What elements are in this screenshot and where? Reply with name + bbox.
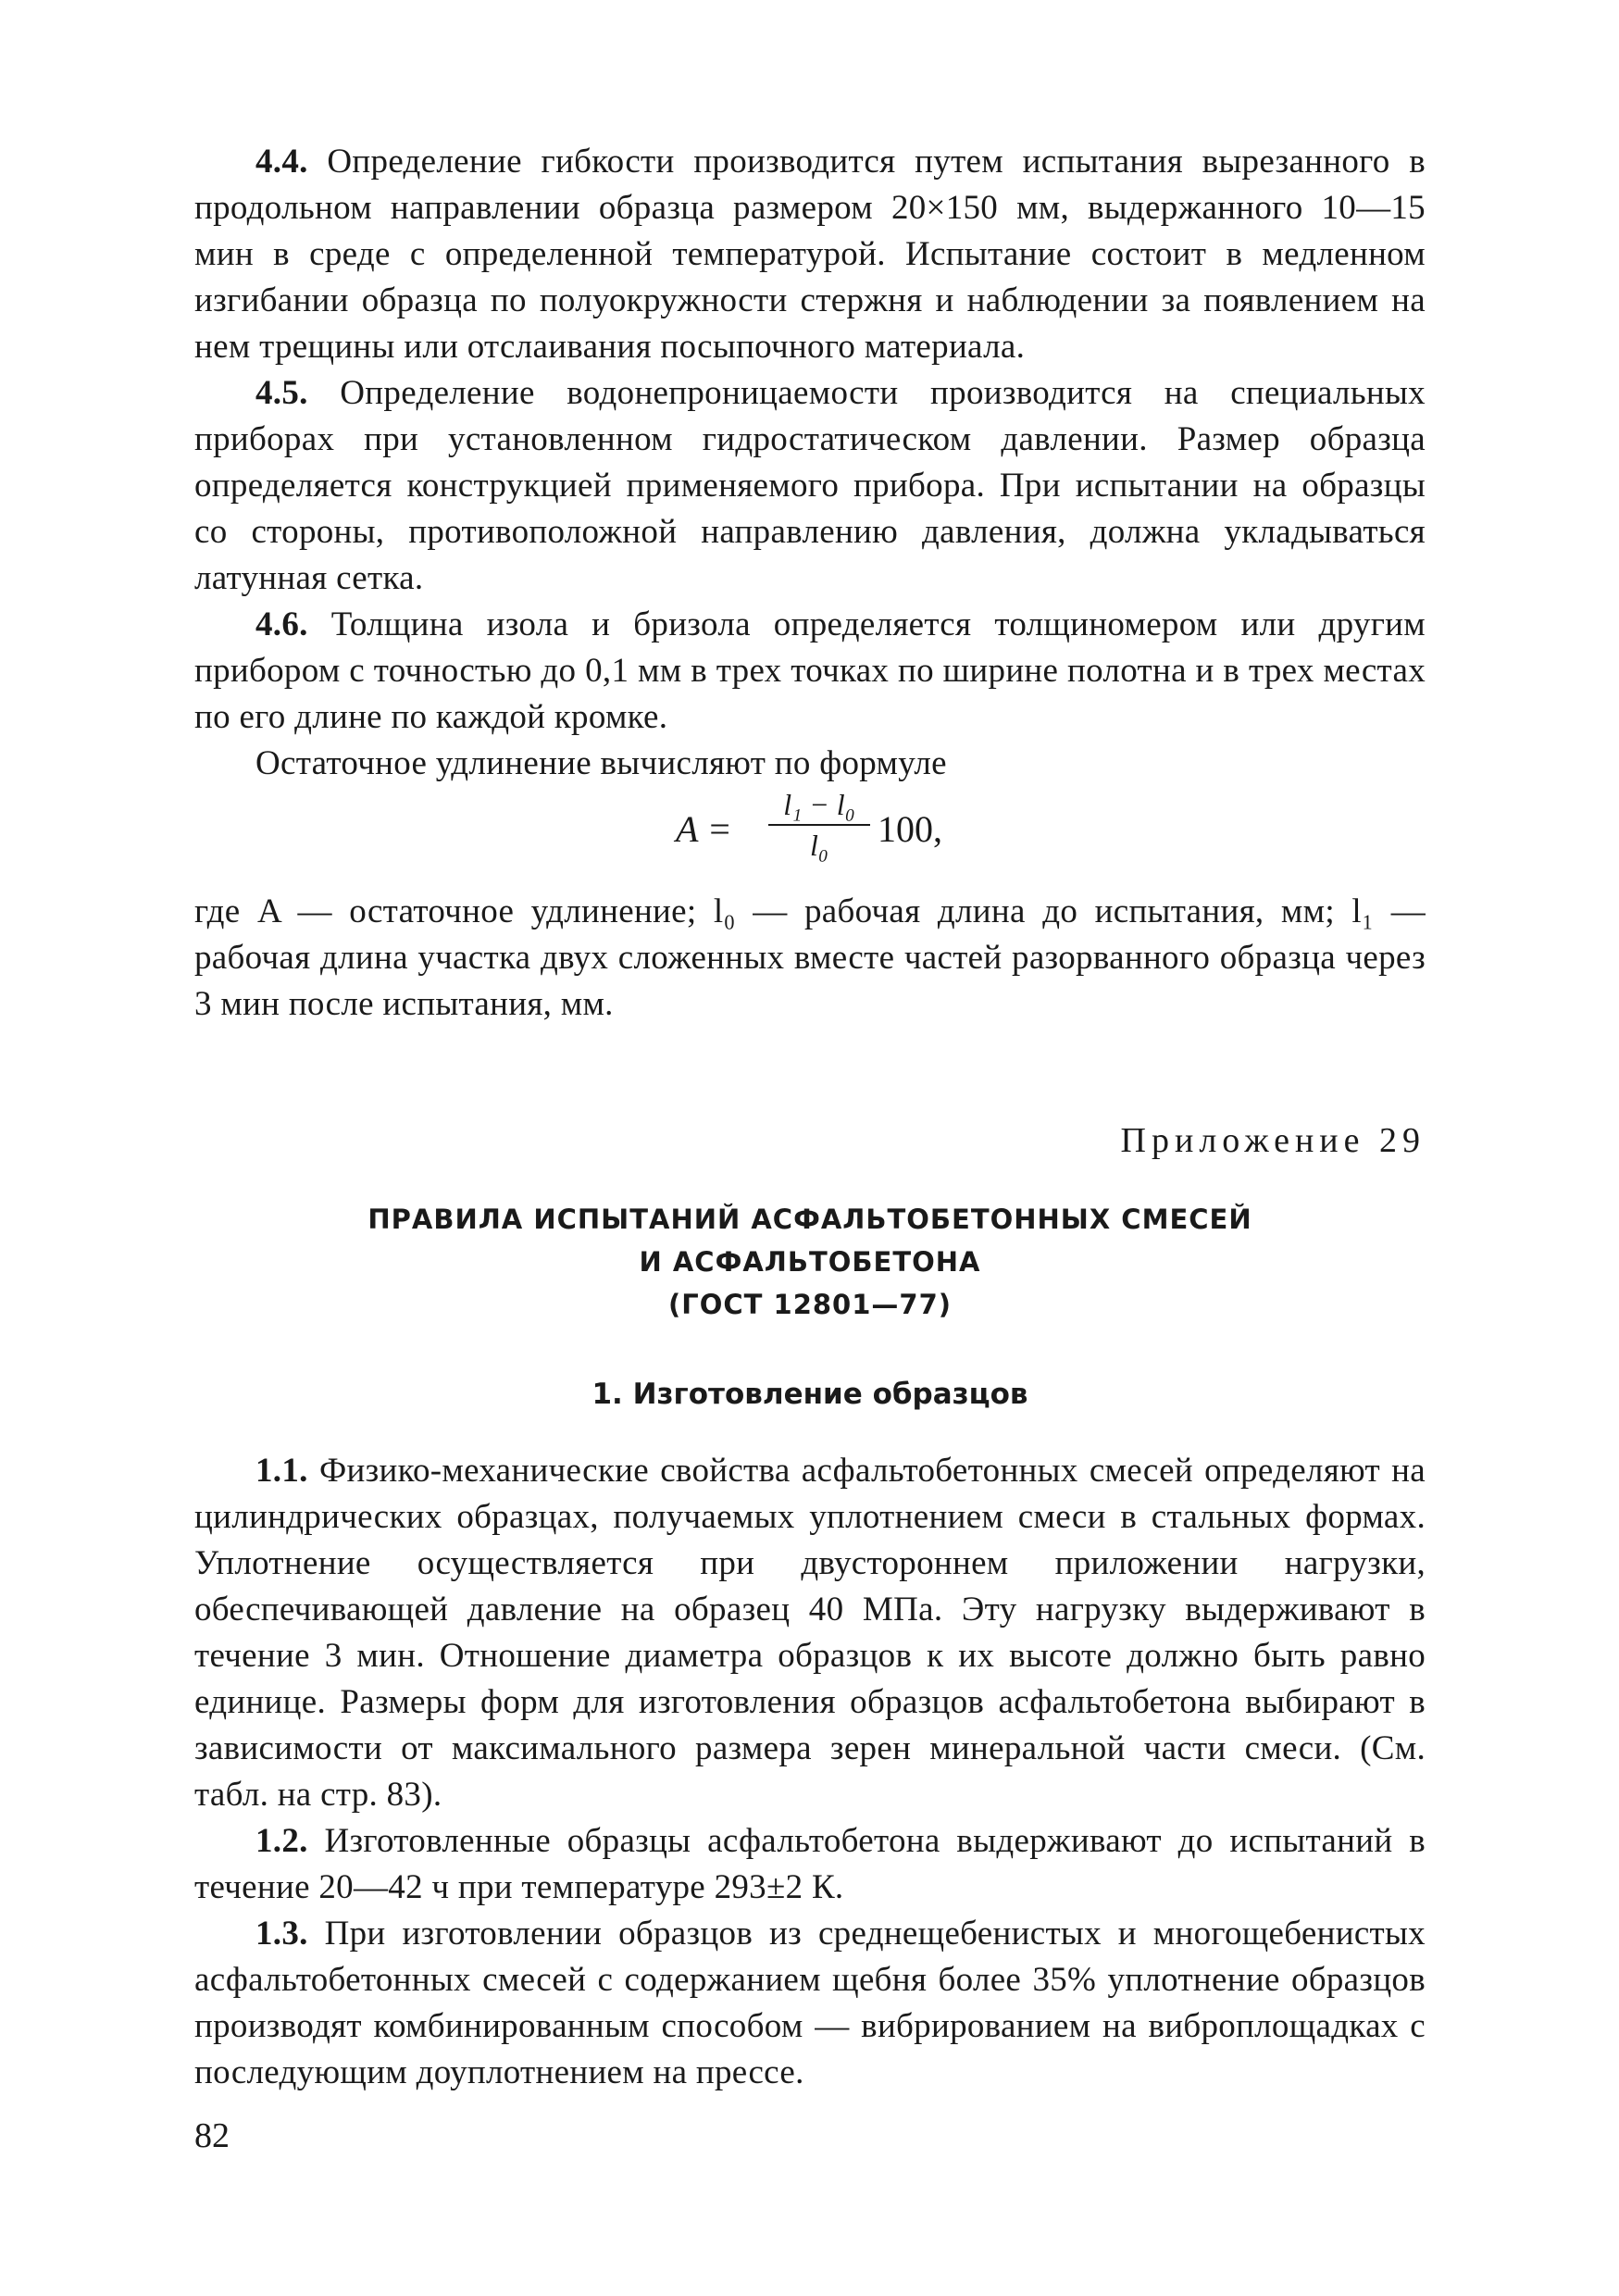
paragraph-text: При изготовлении образцов из среднещебенистых и многощебенистых асфальтобетонных смесей с содержанием щебня более 35% уплотнение образцов производят комбинированным способом — вибрированием на виброплощадках с последующим доуплотнением на прессе. xyxy=(194,1915,1426,2091)
paragraph-text: Определение водонепроницаемости производится на специальных приборах при установленном гидростатическом давлении. Размер образца определяется конструкцией применяемого прибора. При испытании на образцы со стороны, противоположной направлению давления, должна укладываться латунная сетка. xyxy=(194,374,1426,597)
formula-lhs: A = xyxy=(676,808,732,850)
paragraph-text: Определение гибкости производится путем испытания вырезанного в продольном направлении образца размером 20×150 мм, выдержанного 10—15 мин в среде с определенной температурой. Испытание состоит в медленном изгибании образца по полуокружности стержня и наблюдении за появлением на нем трещины или отслаивания посыпочного материала. xyxy=(194,143,1426,366)
formula-intro: Остаточное удлинение вычисляют по формуле xyxy=(255,744,947,782)
clause-number: 4.4. xyxy=(255,143,308,181)
clause-number: 1.1. xyxy=(255,1452,308,1490)
fraction-bar xyxy=(768,824,870,826)
paragraph-text: Толщина изола и бризола определяется толщиномером или другим прибором с точностью до 0,1 мм в трех точках по ширине полотна и в трех местах по его длине по каждой кромке. xyxy=(194,605,1426,736)
title-line-3: (ГОСТ 12801—77) xyxy=(667,1289,953,1320)
paragraph-text: Физико-механические свойства асфальтобетонных смесей определяют на цилиндрических образцах, получаемых уплотнением смеси в стальных формах. Уплотнение осуществляется при двустороннем приложении нагрузки, обеспечивающей давление на образец 40 МПа. Эту нагрузку выдерживают в течение 3 мин. Отношение диаметра образцов к их высоте должно быть равно единице. Размеры форм для изготовления образцов асфальтобетона выбирают в зависимости от максимального размера зерен минеральной части смеси. (См. табл. на стр. 83). xyxy=(194,1452,1426,1814)
page-body xyxy=(194,139,1426,2096)
page-number: 82 xyxy=(194,2116,230,2155)
formula-factor: 100, xyxy=(878,808,942,850)
title-line-2: И АСФАЛЬТОБЕТОНА xyxy=(639,1246,981,1278)
paragraph-4-6 xyxy=(194,602,1426,741)
paragraph-4-4 xyxy=(194,139,1426,370)
formula-numerator: l₁ − l₀ xyxy=(783,788,855,821)
title-line-1: ПРАВИЛА ИСПЫТАНИЙ АСФАЛЬТОБЕТОННЫХ СМЕСЕЙ xyxy=(367,1204,1252,1235)
formula-explanation: где A — остаточное удлинение; l₀ — рабочая длина до испытания, мм; l₁ — рабочая длина участка двух сложенных вместе частей разорванного образца через 3 мин после испытания, мм. xyxy=(194,892,1426,1023)
formula-fraction xyxy=(768,787,870,863)
elongation-formula xyxy=(194,787,1426,889)
paragraph-1-3 xyxy=(194,1911,1426,2096)
clause-number: 4.6. xyxy=(255,605,308,643)
clause-number: 4.5. xyxy=(255,374,308,412)
paragraph-text: Изготовленные образцы асфальтобетона выдерживают до испытаний в течение 20—42 ч при температуре 293±2 К. xyxy=(194,1822,1426,1906)
section-heading: 1. Изготовление образцов xyxy=(592,1378,1028,1411)
paragraph-4-5 xyxy=(194,370,1426,602)
paragraph-1-1 xyxy=(194,1448,1426,1818)
formula-denominator: l₀ xyxy=(809,829,828,862)
appendix-label: Приложение 29 xyxy=(1120,1121,1426,1160)
clause-number: 1.3. xyxy=(255,1915,308,1953)
paragraph-1-2 xyxy=(194,1818,1426,1911)
clause-number: 1.2. xyxy=(255,1822,308,1860)
